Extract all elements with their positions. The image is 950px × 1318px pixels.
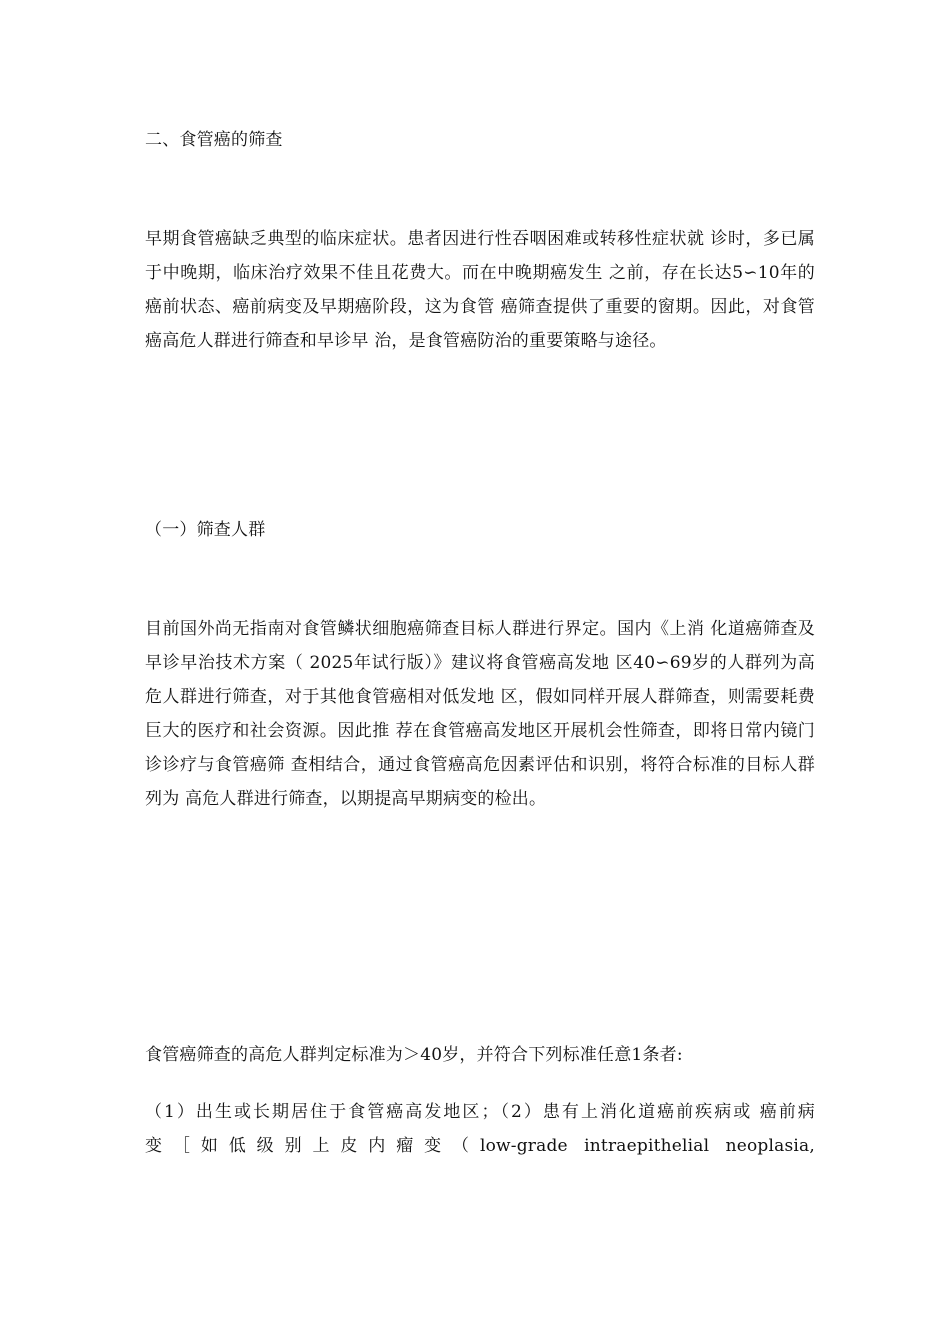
subsection-title: （一）筛查人群	[145, 520, 266, 540]
criteria-line-1: （1）出生或长期居住于食管癌高发地区；（2）患有上消化道癌前疾病或 癌前病	[145, 1102, 815, 1122]
population-paragraph: 目前国外尚无指南对食管鳞状细胞癌筛查目标人群进行界定。国内《上消 化道癌筛查及早诊早治技术方案（ 2025年试行版）》建议将食管癌高发地 区40∽69岁的人群列为高危人群进行筛查，对于其他食管癌相对低发地 区，假如同样开展人群筛查，则需要耗费巨大的医疗和社会资源。因此推 荐在食管癌高发地区开展机会性筛查，即将日常内镜门诊诊疗与食管癌筛 查相结合，通过食管癌高危因素评估和识别，将符合标准的目标人群列为 高危人群进行筛查，以期提高早期病变的检出。	[145, 619, 815, 809]
criteria-line-2: 变［如低级别上皮内瘤变（low-grade intraepithelial neoplasia,	[145, 1136, 815, 1156]
intro-paragraph: 早期食管癌缺乏典型的临床症状。患者因进行性吞咽困难或转移性症状就 诊时，多已属于中晚期，临床治疗效果不佳且花费大。而在中晚期癌发生 之前，存在长达5∽10年的癌前状态、癌前病变及早期癌阶段，这为食管 癌筛查提供了重要的窗期。因此，对食管癌高危人群进行筛查和早诊早 治，是食管癌防治的重要策略与途径。	[145, 229, 815, 351]
criteria-intro: 食管癌筛查的高危人群判定标准为＞40岁，并符合下列标准任意1条者:	[145, 1045, 683, 1065]
section-title: 二、食管癌的筛查	[145, 130, 283, 150]
